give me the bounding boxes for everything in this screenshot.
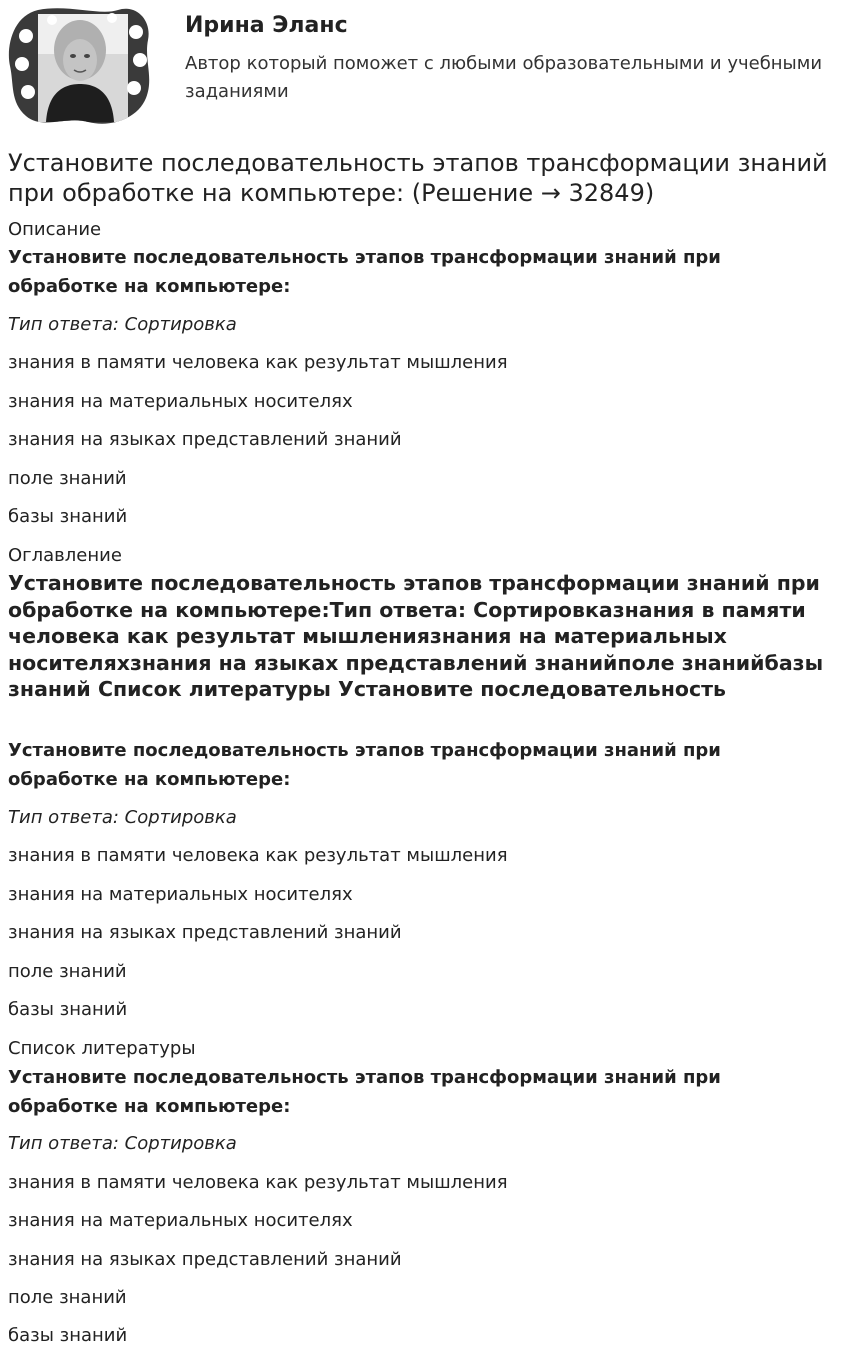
description-label: Описание [8, 219, 102, 240]
description-answer-type: Тип ответа: Сортировка [8, 314, 237, 335]
page-title: Установите последовательность этапов трансформации знаний при обработке на компьютере: (Решение → 32849) [8, 149, 828, 207]
description-option: базы знаний [8, 506, 128, 527]
description-question: Установите последовательность этапов трансформации знаний при обработке на компьютере: [8, 247, 721, 297]
references-option: базы знаний [8, 1325, 128, 1346]
references-label: Список литературы [8, 1038, 196, 1059]
references-option: поле знаний [8, 1287, 127, 1308]
toc-label: Оглавление [8, 545, 122, 566]
description-option: поле знаний [8, 468, 127, 489]
toc-option: знания на материальных носителях [8, 884, 353, 905]
description-option: знания на материальных носителях [8, 391, 353, 412]
author-card [8, 0, 839, 140]
references-option: знания в памяти человека как результат мышления [8, 1172, 508, 1193]
toc-option: поле знаний [8, 961, 127, 982]
references-answer-type: Тип ответа: Сортировка [8, 1133, 237, 1154]
references-option: знания на языках представлений знаний [8, 1249, 402, 1270]
author-name[interactable]: Ирина Эланс [185, 13, 348, 38]
toc-heading: Установите последовательность этапов трансформации знаний при обработке на компьютере:Тип ответа: Сортировказнания в памяти человека как результат мышлениязнания на материальных носителяхзнания на языках представлений знанийполе знанийбазы знаний Список литературы Установите последовательность [8, 571, 824, 701]
toc-option: базы знаний [8, 999, 128, 1020]
author-avatar[interactable] [8, 6, 153, 128]
toc-option: знания в памяти человека как результат мышления [8, 845, 508, 866]
references-question: Установите последовательность этапов трансформации знаний при обработке на компьютере: [8, 1067, 721, 1117]
description-option: знания на языках представлений знаний [8, 429, 402, 450]
toc-question: Установите последовательность этапов трансформации знаний при обработке на компьютере: [8, 740, 721, 790]
toc-answer-type: Тип ответа: Сортировка [8, 807, 237, 828]
author-description: Автор который поможет с любыми образовательными и учебными заданиями [185, 53, 823, 102]
references-option: знания на материальных носителях [8, 1210, 353, 1231]
toc-option: знания на языках представлений знаний [8, 922, 402, 943]
page [8, 0, 839, 1346]
description-option: знания в памяти человека как результат мышления [8, 352, 508, 373]
